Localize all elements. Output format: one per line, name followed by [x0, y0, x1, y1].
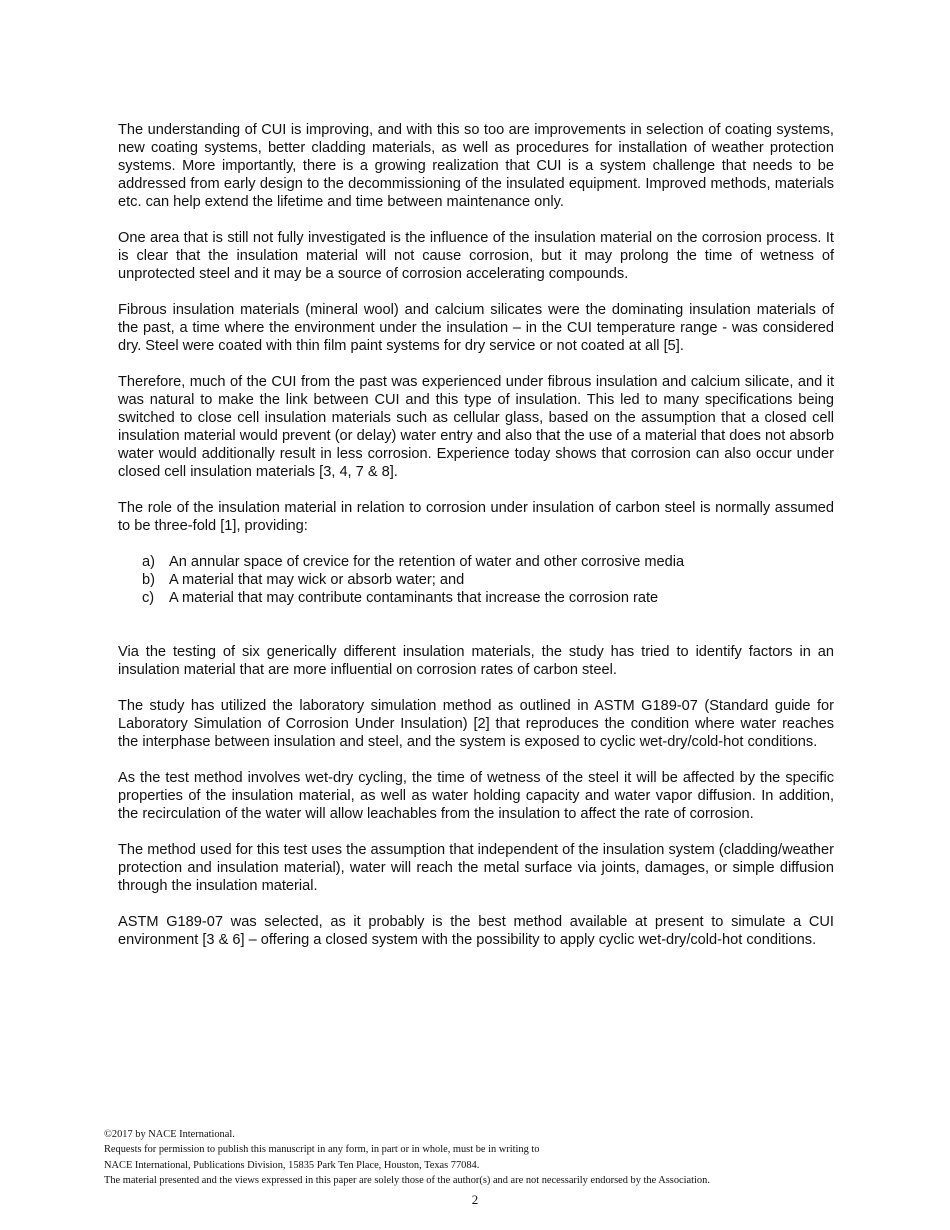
- list-marker: a): [142, 554, 155, 570]
- list-item-text: An annular space of crevice for the retention of water and other corrosive media: [169, 554, 685, 570]
- list-item-text: A material that may wick or absorb water; and: [169, 572, 465, 588]
- spacer: [118, 625, 834, 643]
- footer-permission: Requests for permission to publish this manuscript in any form, in part or in whole, must be in writing to: [104, 1144, 540, 1156]
- paragraph-role-intro: The role of the insulation material in relation to corrosion under insulation of carbon steel is normally assumed to be three-fold [1], providing:: [118, 500, 834, 534]
- paragraph-testing-six-materials: Via the testing of six generically different insulation materials, the study has tried to identify factors in an insulation material that are more influential on corrosion rates of carbon steel.: [118, 644, 834, 678]
- paragraph-astm-method: The study has utilized the laboratory simulation method as outlined in ASTM G189-07 (Standard guide for Laboratory Simulation of Corrosion Under Insulation) [2] that reproduces the condition where water reaches the interphase between insulation and steel, and the system is exposed to cyclic wet-dry/cold-hot conditions.: [118, 698, 834, 750]
- list-marker: c): [142, 590, 155, 606]
- footer-disclaimer: The material presented and the views expressed in this paper are solely those of the author(s) and are not necessarily endorsed by the Association.: [104, 1175, 710, 1187]
- page-number: 2: [471, 1192, 479, 1207]
- paragraph-astm-selected: ASTM G189-07 was selected, as it probably is the best method available at present to simulate a CUI environment [3 & 6] – offering a closed system with the possibility to apply cyclic wet-dry/cold-hot conditions.: [118, 914, 834, 948]
- paragraph-method-assumption: The method used for this test uses the assumption that independent of the insulation system (cladding/weather protection and insulation material), water will reach the metal surface via joints, damages, or simple diffusion through the insulation material.: [118, 842, 834, 894]
- list-item: [118, 571, 834, 589]
- footer-address: NACE International, Publications Division, 15835 Park Ten Place, Houston, Texas 77084.: [104, 1159, 480, 1171]
- body-text: [118, 121, 834, 967]
- paragraph-closed-cell: Therefore, much of the CUI from the past was experienced under fibrous insulation and calcium silicate, and it was natural to make the link between CUI and this type of insulation. This led to many specifications being switched to close cell insulation materials such as cellular glass, based on the assumption that a closed cell insulation material would prevent (or delay) water entry and also that the use of a material that does not absorb water would additionally result in less corrosion. Experience today shows that corrosion can also occur under closed cell insulation materials [3, 4, 7 & 8].: [118, 374, 834, 480]
- list-item: [118, 553, 834, 571]
- footer-copyright: ©2017 by NACE International.: [104, 1129, 235, 1140]
- footer: [104, 1127, 864, 1189]
- paragraph-fibrous-insulation: Fibrous insulation materials (mineral wool) and calcium silicates were the dominating insulation materials of the past, a time where the environment under the insulation – in the CUI temperature range - was considered dry. Steel were coated with thin film paint systems for dry service or not coated at all [5].: [118, 302, 834, 354]
- list-item: [118, 589, 834, 607]
- list-item-text: A material that may contribute contaminants that increase the corrosion rate: [169, 590, 659, 606]
- paragraph-cui-understanding: The understanding of CUI is improving, and with this so too are improvements in selection of coating systems, new coating systems, better cladding materials, as well as procedures for installation of weather protection systems. More importantly, there is a growing realization that CUI is a system challenge that needs to be addressed from early design to the decommissioning of the insulated equipment. Improved methods, materials etc. can help extend the lifetime and time between maintenance only.: [118, 122, 834, 210]
- paragraph-insulation-influence: One area that is still not fully investigated is the influence of the insulation material on the corrosion process. It is clear that the insulation material will not cause corrosion, but it may prolong the time of wetness of unprotected steel and it may be a source of corrosion accelerating compounds.: [118, 230, 834, 282]
- list-marker: b): [142, 572, 155, 588]
- role-list: [118, 553, 834, 607]
- paragraph-wet-dry-cycling: As the test method involves wet-dry cycling, the time of wetness of the steel it will be affected by the specific properties of the insulation material, as well as water holding capacity and water vapor diffusion. In addition, the recirculation of the water will allow leachables from the insulation to affect the rate of corrosion.: [118, 770, 834, 822]
